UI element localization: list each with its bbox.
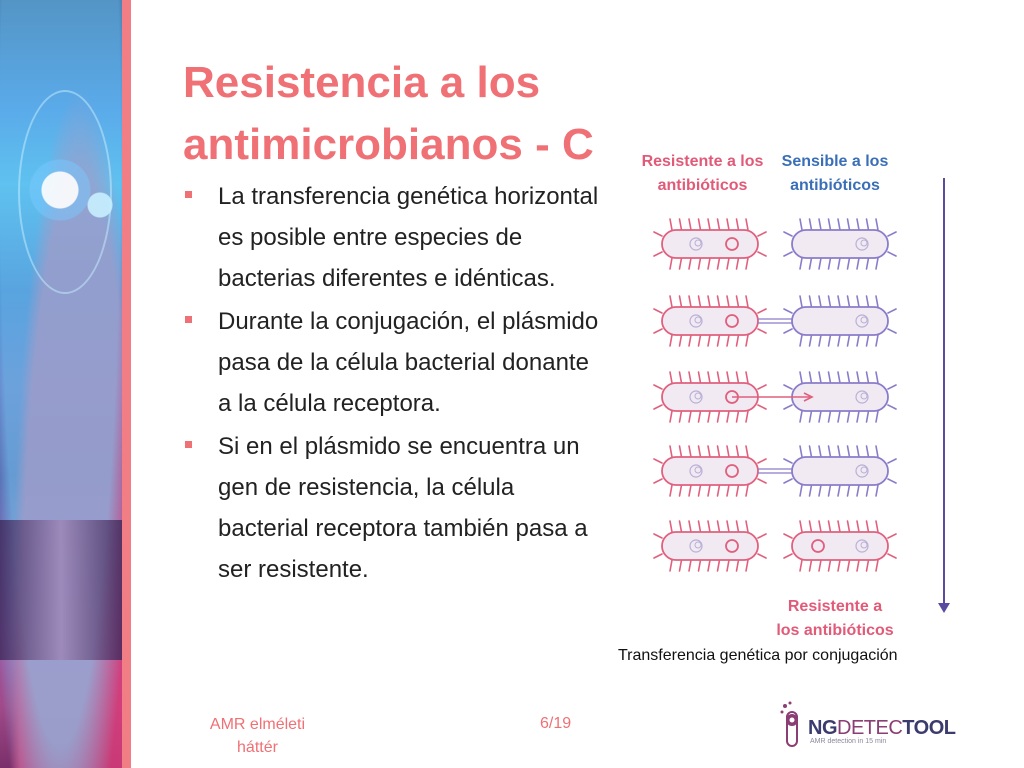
bullet-list: [185, 176, 605, 592]
resistant-result-label: Resistente a los antibióticos: [776, 598, 894, 639]
cell-row-4: [650, 443, 890, 499]
cell-row-5: [650, 518, 890, 574]
logo-wordmark: NGDETECTOOL: [808, 717, 956, 739]
bullet-text: Durante la conjugación, el plásmido pasa de la célula bacterial donante a la célula receptora.: [218, 308, 599, 417]
slide-title: Resistencia a los antimicrobianos - C: [183, 58, 594, 169]
bullet-text: Si en el plásmido se encuentra un gen de resistencia, la célula bacterial receptora también pasa a ser resistente.: [218, 433, 588, 583]
bacteria-pair-icon: [650, 216, 890, 272]
diagram-caption: Transferencia genética por conjugación: [618, 647, 898, 664]
bacteria-pair-icon: [650, 443, 890, 499]
cell-row-2: [650, 293, 890, 349]
bacteria-pair-icon: [650, 293, 890, 349]
time-arrow-line: [943, 178, 945, 608]
ngdetectool-logo: [770, 700, 970, 750]
side-accent-bar: [122, 0, 131, 768]
bullet-item: [185, 301, 605, 424]
bacteria-pair-icon: [650, 369, 890, 425]
bullet-item: [185, 176, 605, 299]
bullet-item: [185, 426, 605, 590]
time-arrow-head-icon: [938, 603, 950, 613]
bullet-square-icon: [185, 316, 192, 323]
resistant-header: Resistente a los antibióticos: [641, 153, 764, 194]
cell-row-3: [650, 369, 890, 425]
bacteria-pair-icon: [650, 518, 890, 574]
cell-row-1: [650, 216, 890, 272]
logo-tagline: AMR detection in 15 min: [810, 738, 887, 745]
bullet-text: La transferencia genética horizontal es posible entre especies de bacterias diferentes e idénticas.: [218, 183, 599, 292]
bullet-square-icon: [185, 191, 192, 198]
bullet-square-icon: [185, 441, 192, 448]
conjugation-diagram: [620, 148, 960, 668]
sensitive-header: Sensible a los antibióticos: [781, 153, 889, 194]
page-number: 6/19: [540, 715, 572, 732]
side-decorative-image: [0, 0, 122, 768]
footer-course-label: AMR elméleti háttér: [209, 716, 306, 756]
test-tube-icon: [780, 700, 804, 750]
